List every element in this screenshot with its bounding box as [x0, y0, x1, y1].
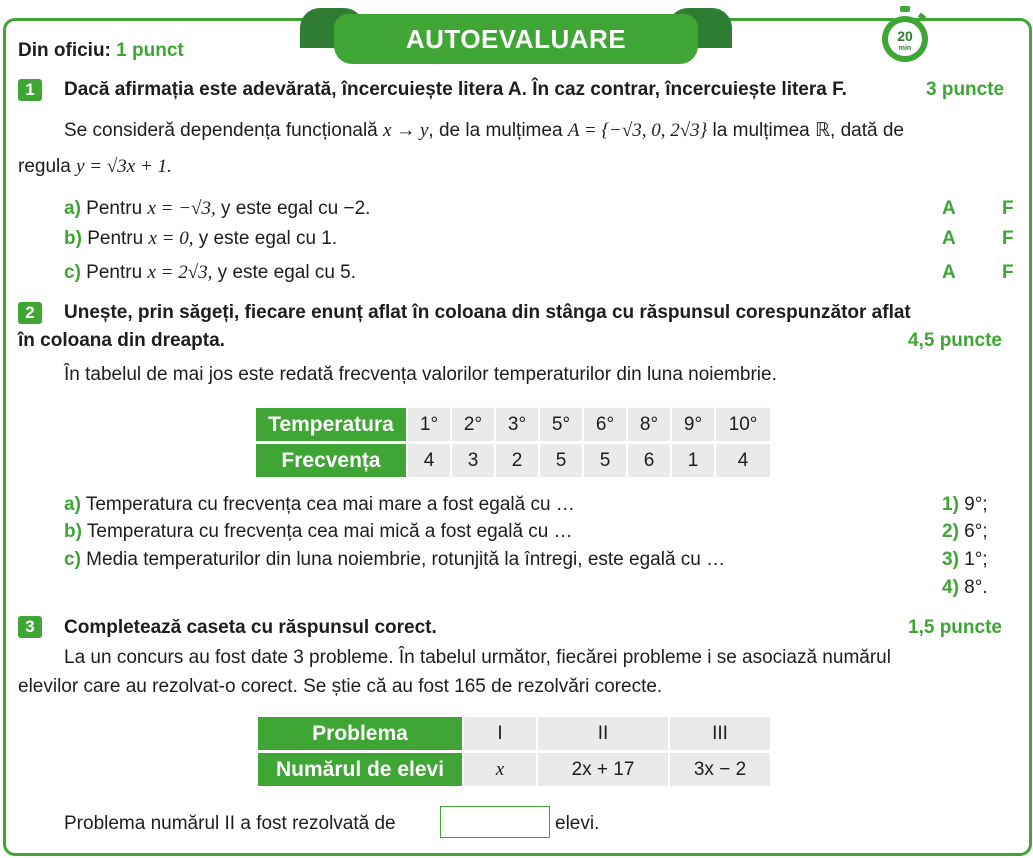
students-header: Numărul de elevi [258, 753, 462, 789]
ex1-item-c: c) Pentru x = 2√3, y este egal cu 5. [64, 262, 357, 283]
exercise-3-number: 3 [18, 616, 42, 638]
ex1-b-option-a[interactable]: A [942, 228, 956, 249]
exercise-3-instruction: Completează caseta cu răspunsul corect. [64, 617, 437, 638]
ex1-a-option-f[interactable]: F [1002, 198, 1014, 219]
exercise-1-rule: regula y = √3x + 1. [18, 156, 172, 177]
exercise-1-points: 3 puncte [926, 79, 1005, 100]
exercise-2-points: 4,5 puncte [908, 330, 1002, 351]
frequency-cell: 4 [716, 444, 770, 480]
answer-suffix: elevi. [555, 813, 600, 834]
exercise-1-statement: Se consideră dependența funcțională x → y, de la mulțimea A = {−√3, 0, 2√3} la mulțimea ℝ, dată de [64, 120, 904, 141]
problem-cell: III [670, 717, 770, 753]
problem-cell: I [464, 717, 536, 753]
ex1-b-option-f[interactable]: F [1002, 228, 1014, 249]
temperature-cell: 2° [452, 408, 494, 444]
ex1-a-option-a[interactable]: A [942, 198, 956, 219]
frequency-cell: 5 [584, 444, 626, 480]
frequency-cell: 5 [540, 444, 582, 480]
timer-value: 20 [897, 28, 913, 44]
din-oficiu-label: Din oficiu: [18, 40, 111, 61]
ex1-item-b: b) Pentru x = 0, y este egal cu 1. [64, 228, 338, 249]
ex2-answer-4[interactable]: 4) 8°. [942, 577, 988, 598]
problem-cell: II [538, 717, 668, 753]
temperature-header: Temperatura [256, 408, 406, 444]
temperature-cell: 9° [672, 408, 714, 444]
exercise-3-points: 1,5 puncte [908, 617, 1002, 638]
ex1-item-a: a) Pentru x = −√3, y este egal cu −2. [64, 198, 371, 219]
ex1-c-option-f[interactable]: F [1002, 262, 1014, 283]
frequency-cell: 2 [496, 444, 538, 480]
frequency-row [256, 444, 770, 480]
din-oficiu-points: 1 punct [116, 40, 184, 61]
exercise-2-number: 2 [18, 302, 42, 324]
frequency-header: Frecvența [256, 444, 406, 480]
ex2-answer-1[interactable]: 1) 9°; [942, 494, 988, 515]
stopwatch-icon [878, 4, 932, 64]
ex1-c-option-a[interactable]: A [942, 262, 956, 283]
ex2-statement-a[interactable]: a) Temperatura cu frecvența cea mai mare a fost egală cu … [64, 494, 575, 515]
frequency-cell: 3 [452, 444, 494, 480]
exercise-1-number: 1 [18, 79, 42, 101]
temperature-cell: 3° [496, 408, 538, 444]
page-title: AUTOEVALUARE [334, 14, 698, 64]
exercise-1-instruction: Dacă afirmația este adevărată, încercuiește litera A. În caz contrar, încercuiește litera F. [64, 79, 847, 100]
temperature-cell: 1° [408, 408, 450, 444]
students-row [258, 753, 770, 789]
students-cell: 3x − 2 [670, 753, 770, 789]
din-oficiu [18, 40, 184, 62]
problems-table [256, 717, 772, 789]
problems-row [258, 717, 770, 753]
temperature-cell: 6° [584, 408, 626, 444]
frequency-cell: 1 [672, 444, 714, 480]
timer-unit: min [898, 45, 912, 52]
problem-header: Problema [258, 717, 462, 753]
ex2-statement-c[interactable]: c) Media temperaturilor din luna noiembrie, rotunjită la întregi, este egală cu … [64, 549, 726, 570]
temperature-cell: 5° [540, 408, 582, 444]
frequency-cell: 4 [408, 444, 450, 480]
temperature-row [256, 408, 770, 444]
ex2-statement-b[interactable]: b) Temperatura cu frecvența cea mai mică a fost egală cu … [64, 521, 573, 542]
rule-expression: y = √3x + 1. [76, 156, 172, 177]
temperature-cell: 10° [716, 408, 770, 444]
exercise-2-instruction-line2: în coloana din dreapta. [18, 330, 225, 351]
ex2-answer-2[interactable]: 2) 6°; [942, 521, 988, 542]
exercise-2-instruction-line1: Unește, prin săgeți, fiecare enunț aflat în coloana din stânga cu răspunsul corespunzător aflat [64, 302, 911, 323]
answer-prompt: Problema numărul II a fost rezolvată de [64, 813, 396, 834]
temperature-table [254, 408, 772, 480]
frequency-cell: 6 [628, 444, 670, 480]
set-expression: A = {−√3, 0, 2√3} [567, 120, 708, 141]
students-cell: 2x + 17 [538, 753, 668, 789]
answer-input-box[interactable] [440, 806, 550, 838]
ex2-answer-3[interactable]: 3) 1°; [942, 549, 988, 570]
temperature-cell: 8° [628, 408, 670, 444]
exercise-3-text-line2: elevilor care au rezolvat-o corect. Se știe că au fost 165 de rezolvări corecte. [18, 676, 663, 697]
students-cell: x [464, 753, 536, 789]
exercise-3-text-line1: La un concurs au fost date 3 probleme. În tabelul următor, fiecărei probleme i se asociază numărul [64, 647, 891, 668]
title-banner [300, 8, 732, 64]
exercise-2-intro: În tabelul de mai jos este redată frecvența valorilor temperaturilor din luna noiembrie. [64, 364, 777, 385]
